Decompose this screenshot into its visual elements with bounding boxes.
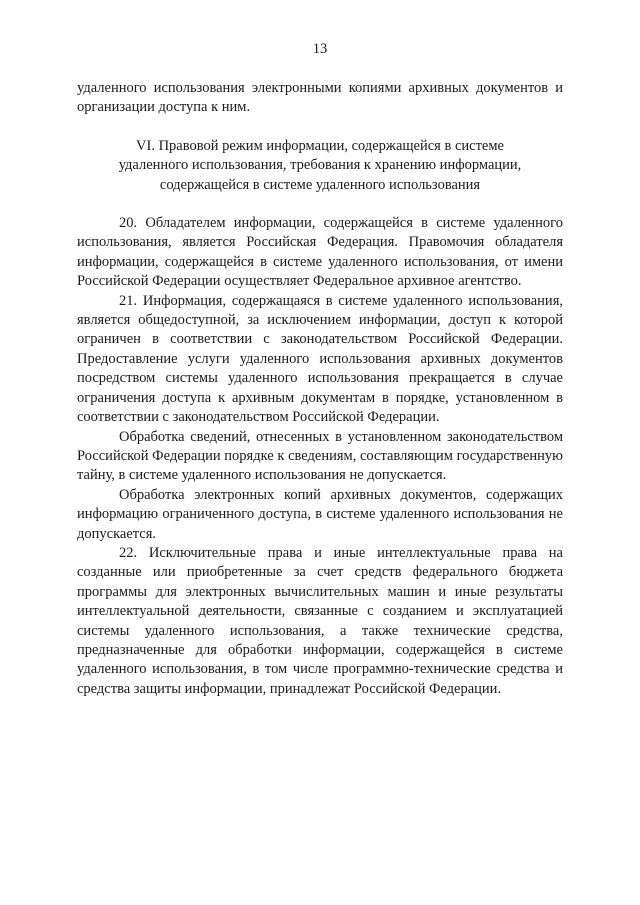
paragraph-restricted-access: Обработка электронных копий архивных документов, содержащих информацию ограниченного доступа, в системе удаленного использования не допускается.: [77, 486, 563, 542]
document-body: [77, 79, 563, 699]
paragraph-21: 21. Информация, содержащаяся в системе удаленного использования, является общедоступной, за исключением информации, доступ к которой ограничен в соответствии с законодательством Российской Федерации. Предоставление услуги удаленного использования архивных документов посредством системы удаленного использования прекращается в случае ограничения доступа к архивным документам в порядке, установленном в соответствии с законодательством Российской Федерации.: [77, 292, 563, 426]
page-number: 13: [312, 41, 328, 57]
section-title: [77, 137, 563, 195]
paragraph-20: 20. Обладателем информации, содержащейся в системе удаленного использования, является Российская Федерация. Правомочия обладателя информации, содержащейся в системе удаленного использования, от имени Российской Федерации осуществляет Федеральное архивное агентство.: [77, 215, 563, 290]
section-title-line: VI. Правовой режим информации, содержащейся в системе: [136, 137, 504, 154]
continuation-paragraph: удаленного использования электронными копиями архивных документов и организации доступа к ним.: [77, 80, 563, 116]
section-title-line: содержащейся в системе удаленного использования: [159, 176, 481, 193]
paragraph-22: 22. Исключительные права и иные интеллектуальные права на созданные или приобретенные за счет средств федерального бюджета программы для электронных вычислительных машин и иные результаты интеллектуальной деятельности, связанные с созданием и эксплуатацией системы удаленного использования, а также технические средства, предназначенные для обработки информации, содержащейся в системе удаленного использования, в том числе программно-технические средства и средства защиты информации, принадлежат Российской Федерации.: [77, 544, 563, 697]
section-title-line: удаленного использования, требования к хранению информации,: [118, 157, 522, 174]
paragraph-state-secret: Обработка сведений, отнесенных в установленном законодательством Российской Федерации порядке к сведениям, составляющим государственную тайну, в системе удаленного использования не допускается.: [77, 428, 563, 484]
